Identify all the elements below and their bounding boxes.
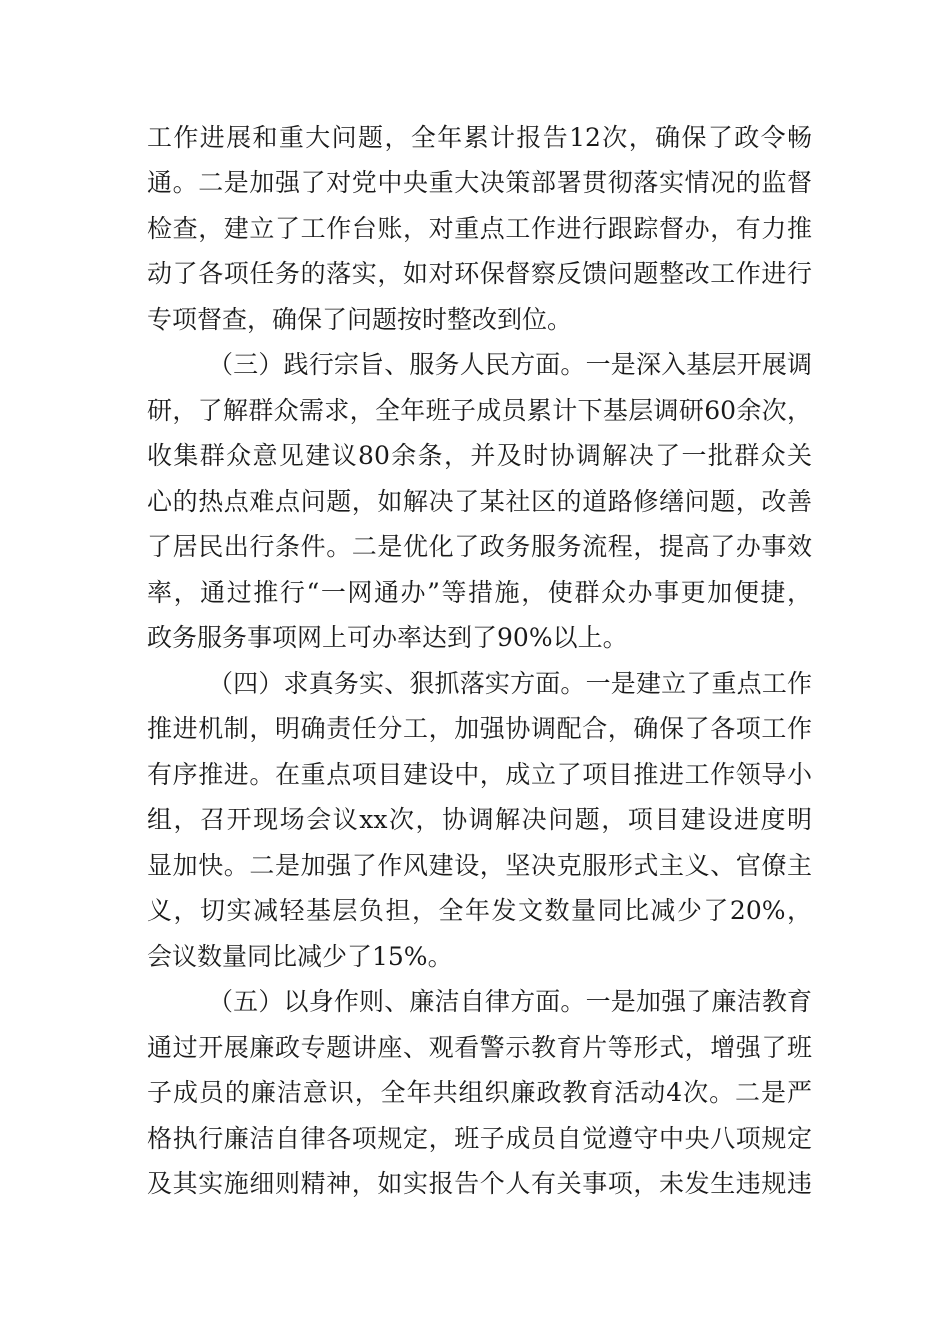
text-line: 显加快。二是加强了作风建设，坚决克服形式主义、官僚主 [147, 851, 812, 880]
text-line: 格执行廉洁自律各项规定，班子成员自觉遵守中央八项规定 [147, 1124, 812, 1153]
text-line: 研，了解群众需求，全年班子成员累计下基层调研60余次， [147, 396, 812, 425]
section-heading-line: （三）践行宗旨、服务人民方面。一是深入基层开展调 [208, 350, 812, 379]
text-line: 检查，建立了工作台账，对重点工作进行跟踪督办，有力推 [147, 214, 812, 243]
text-line: 率，通过推行“一网通办”等措施，使群众办事更加便捷， [147, 578, 812, 607]
text-line: 推进机制，明确责任分工，加强协调配合，确保了各项工作 [147, 714, 812, 743]
text-line: 及其实施细则精神，如实报告个人有关事项，未发生违规违 [147, 1169, 812, 1198]
text-line: 有序推进。在重点项目建设中，成立了项目推进工作领导小 [147, 760, 812, 789]
section-heading-line: （五）以身作则、廉洁自律方面。一是加强了廉洁教育 [208, 987, 812, 1016]
text-line: 组，召开现场会议xx次，协调解决问题，项目建设进度明 [147, 805, 812, 834]
text-line: 通。二是加强了对党中央重大决策部署贯彻落实情况的监督 [147, 168, 812, 197]
section-heading-line: （四）求真务实、狠抓落实方面。一是建立了重点工作 [208, 669, 812, 698]
text-line: 收集群众意见建议80余条，并及时协调解决了一批群众关 [147, 441, 812, 470]
text-line: 通过开展廉政专题讲座、观看警示教育片等形式，增强了班 [147, 1033, 812, 1062]
text-line: 会议数量同比减少了15%。 [147, 942, 453, 971]
text-line: 专项督查，确保了问题按时整改到位。 [147, 305, 573, 334]
text-line: 工作进展和重大问题，全年累计报告12次，确保了政令畅 [147, 123, 812, 152]
text-line: 了居民出行条件。二是优化了政务服务流程，提高了办事效 [147, 532, 812, 561]
text-line: 心的热点难点问题，如解决了某社区的道路修缮问题，改善 [147, 487, 812, 516]
text-line: 义，切实减轻基层负担，全年发文数量同比减少了20%， [147, 896, 812, 925]
text-line: 子成员的廉洁意识，全年共组织廉政教育活动4次。二是严 [147, 1078, 812, 1107]
text-line: 政务服务事项网上可办率达到了90%以上。 [147, 623, 628, 652]
text-line: 动了各项任务的落实，如对环保督察反馈问题整改工作进行 [147, 259, 812, 288]
